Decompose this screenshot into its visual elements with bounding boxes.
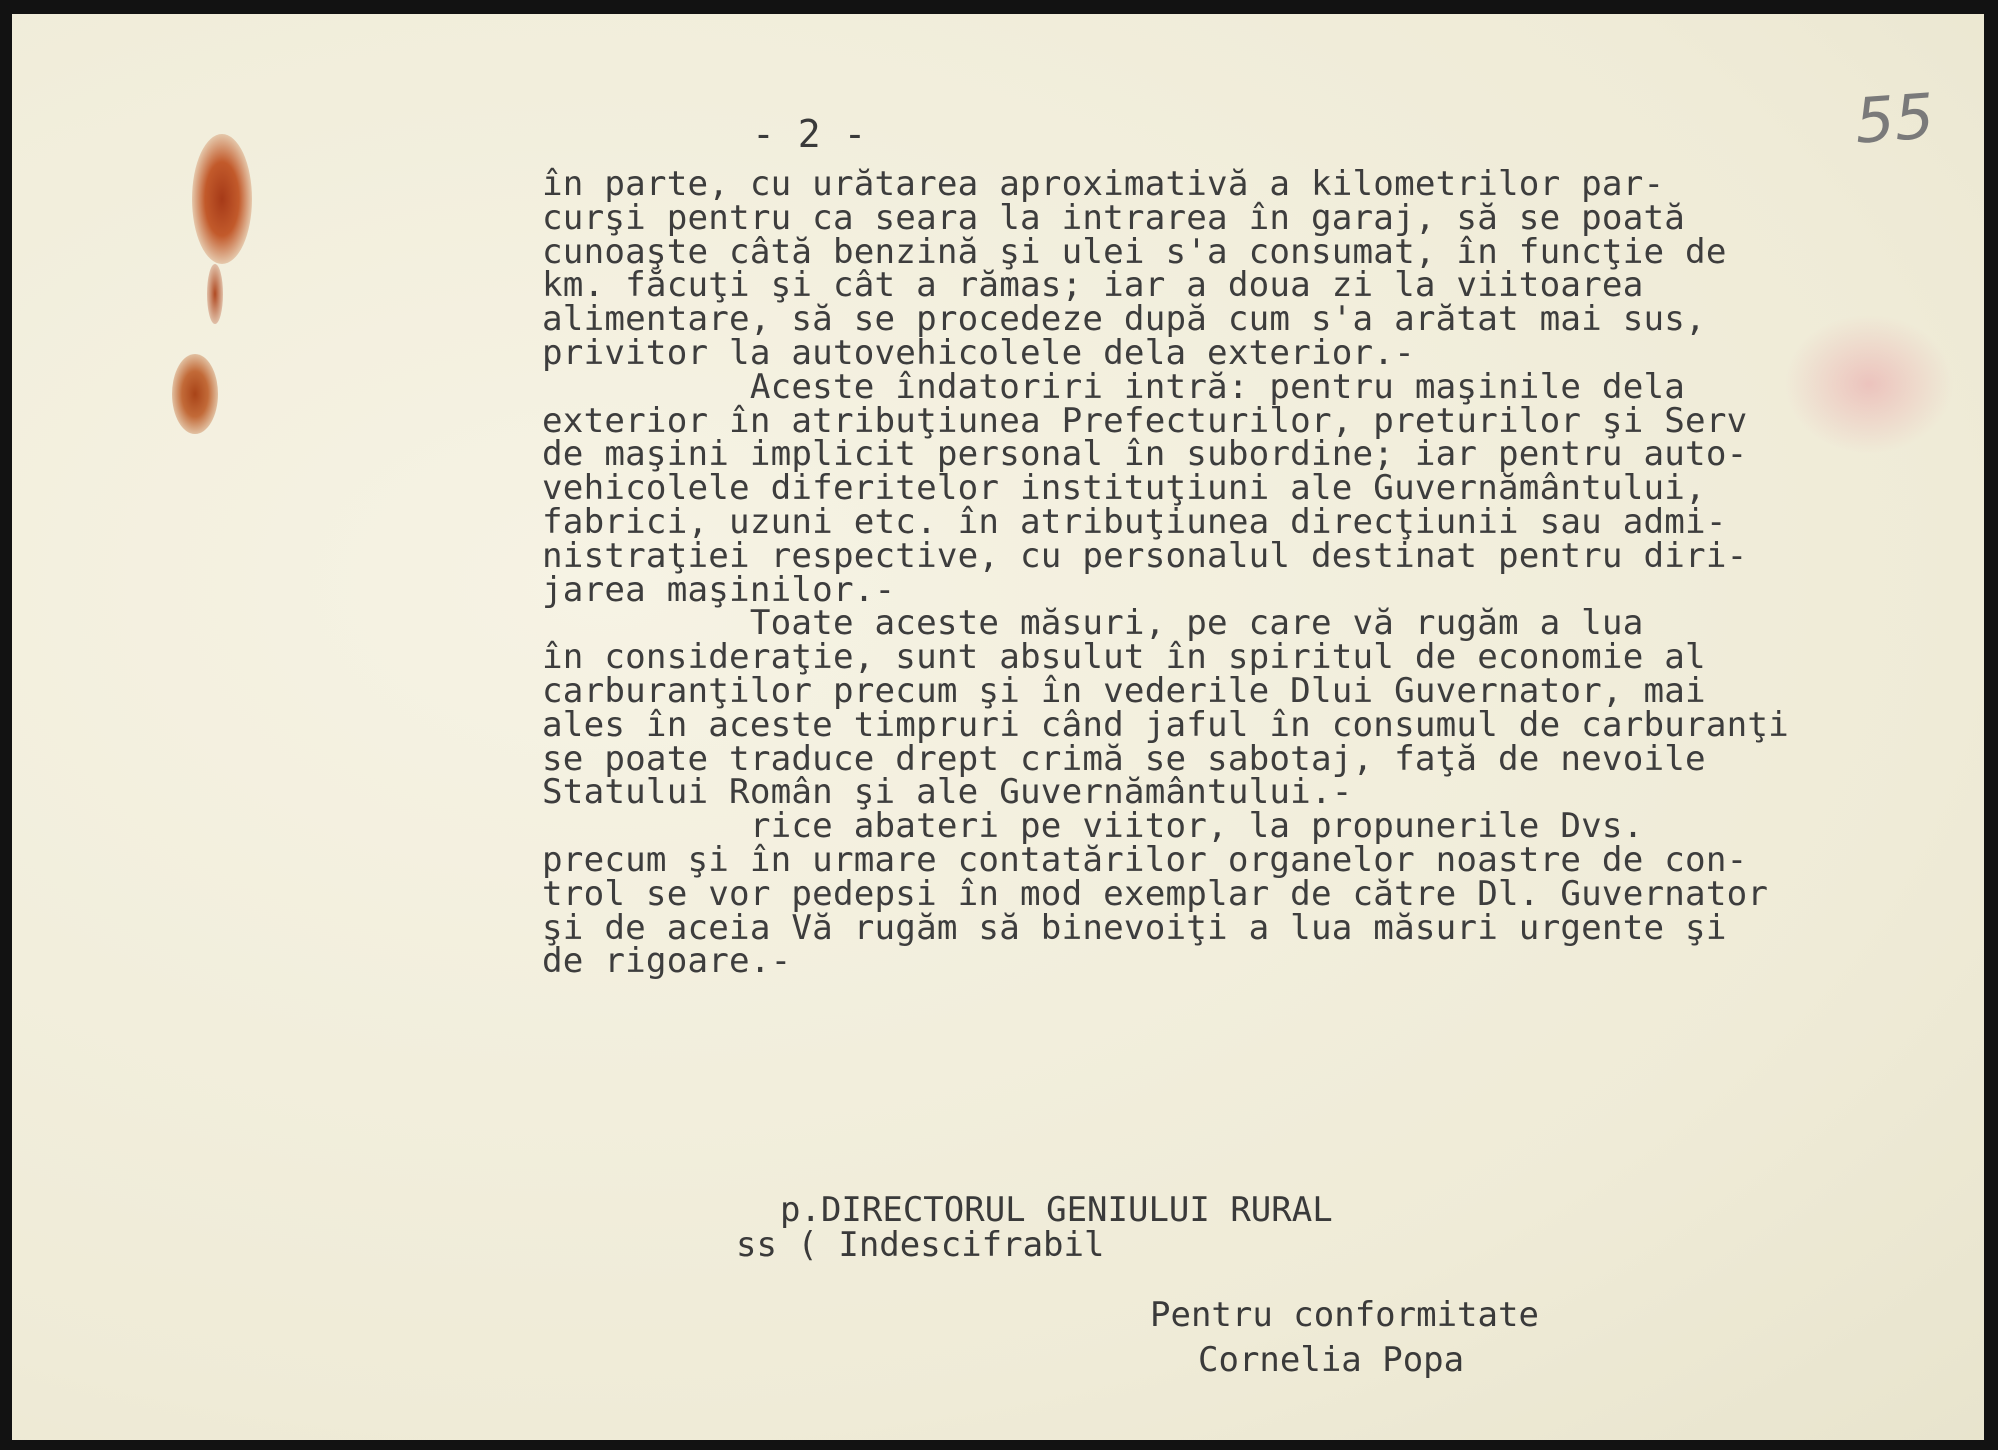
- text-line: carburanţilor precum şi în vederile Dlui Guvernator, mai: [542, 670, 1706, 711]
- signatory-title: p.DIRECTORUL GENIULUI RURAL: [780, 1190, 1333, 1230]
- text-line: vehicolele diferitelor instituţiuni ale Guvernământului,: [542, 468, 1706, 509]
- text-line: privitor la autovehicolele dela exterior.-: [542, 332, 1415, 373]
- text-line: trol se vor pedepsi în mod exemplar de către Dl. Guvernator: [542, 873, 1769, 914]
- text-line: nistraţiei respective, cu personalul destinat pentru diri-: [542, 535, 1748, 576]
- text-line: Toate aceste măsuri, pe care vă rugăm a lua: [542, 603, 1644, 644]
- text-line: de rigoare.-: [542, 941, 792, 982]
- signature-note: ss ( Indescifrabil: [736, 1225, 1105, 1265]
- page-number: - 2 -: [752, 112, 867, 156]
- text-line: exterior în atribuţiunea Prefecturilor, preturilor şi Serv: [542, 400, 1748, 441]
- rust-stain: [207, 264, 223, 324]
- folio-number: 55: [1852, 79, 1937, 158]
- text-line: în consideraţie, sunt absulut în spiritul de economie al: [542, 637, 1706, 678]
- text-line: în parte, cu urătarea aproximativă a kilometrilor par-: [542, 164, 1665, 204]
- text-line: ales în aceste timpruri când jaful în consumul de carburanţi: [542, 704, 1789, 745]
- text-line: se poate traduce drept crimă se sabotaj, faţă de nevoile: [542, 738, 1706, 779]
- text-line: jarea maşinilor.-: [542, 569, 896, 610]
- text-line: fabrici, uzuni etc. în atribuţiunea direcţiunii sau admi-: [542, 501, 1727, 542]
- text-line: de maşini implicit personal în subordine; iar pentru auto-: [542, 434, 1748, 475]
- text-line: Aceste îndatoriri intră: pentru maşinile dela: [542, 366, 1686, 407]
- rust-stain: [192, 134, 252, 264]
- text-line: Statului Român şi ale Guvernământului.-: [542, 772, 1353, 813]
- text-line: curşi pentru ca seara la intrarea în garaj, să se poată: [542, 197, 1686, 238]
- text-line: rice abateri pe viitor, la propunerile Dvs.: [542, 806, 1644, 847]
- text-line: şi de aceia Vă rugăm să binevoiţi a lua măsuri urgente şi: [542, 907, 1727, 948]
- text-line: km. făcuţi şi cât a rămas; iar a doua zi la viitoarea: [542, 265, 1644, 306]
- conformity-label: Pentru conformitate: [1150, 1295, 1539, 1335]
- letter-body: [542, 164, 1962, 982]
- text-line: cunoaşte câtă benzină şi ulei s'a consumat, în funcţie de: [542, 231, 1727, 272]
- conformity-name: Cornelia Popa: [1198, 1340, 1465, 1380]
- rust-stain: [172, 354, 218, 434]
- text-line: alimentare, să se procedeze după cum s'a arătat mai sus,: [542, 299, 1706, 340]
- text-line: precum şi în urmare contatărilor organelor noastre de con-: [542, 839, 1748, 880]
